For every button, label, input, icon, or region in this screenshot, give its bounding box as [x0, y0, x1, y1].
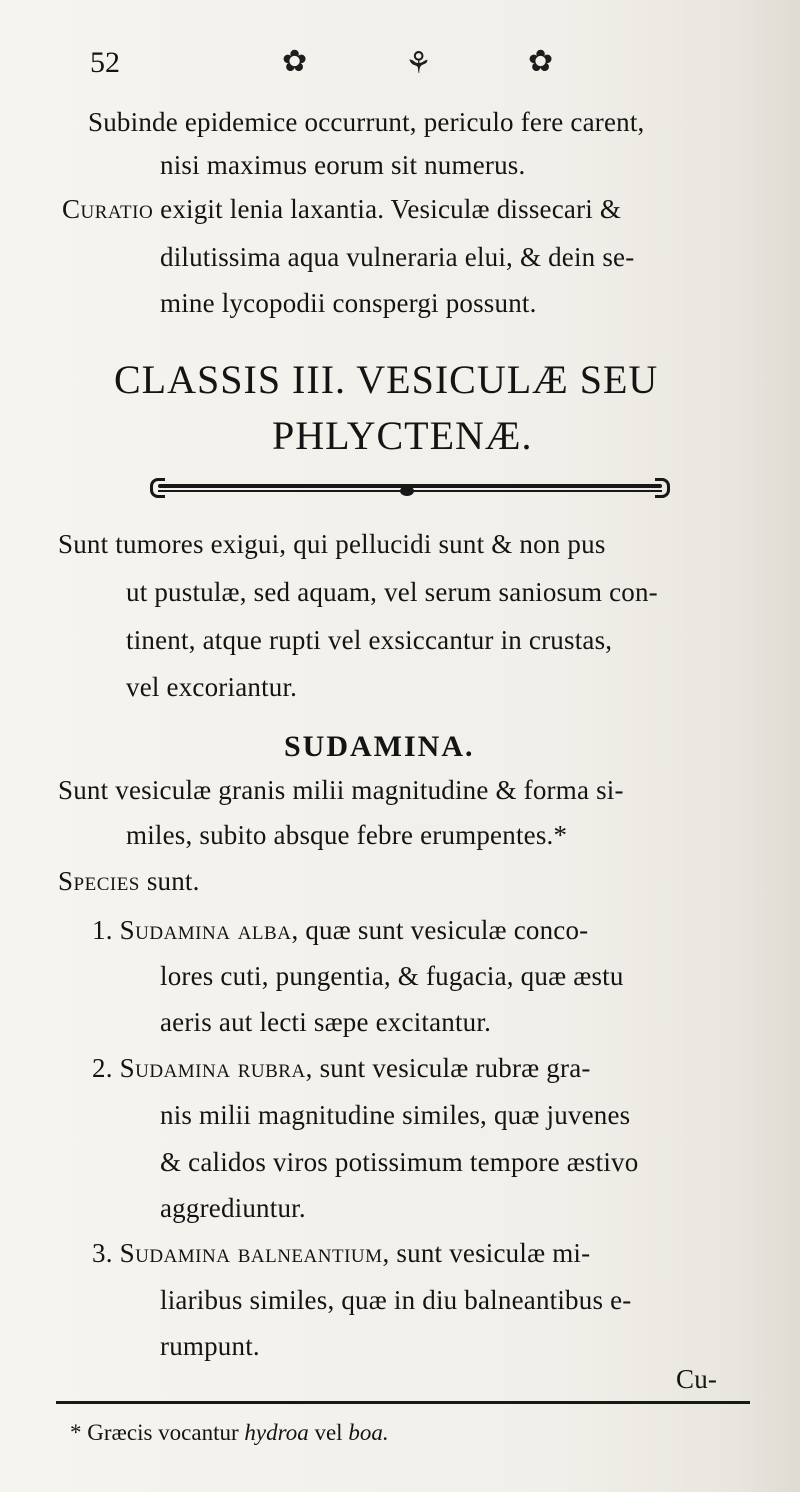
- text-line: ut pustulæ, sed aquam, vel serum saniosum con-: [126, 577, 658, 607]
- species-number: 3.: [92, 1238, 113, 1268]
- text-line: aggrediuntur.: [160, 1193, 306, 1223]
- text-line: nis milii magnitudine similes, quæ juvenes: [160, 1100, 631, 1130]
- text-line: exigit lenia laxantia. Vesiculæ dissecari &: [160, 194, 622, 224]
- ornament-right-icon: ✿: [528, 45, 554, 78]
- subsection-heading: SUDAMINA.: [284, 730, 475, 763]
- text-line: , sunt vesiculæ rubræ gra-: [305, 1053, 591, 1083]
- text-line: Sunt tumores exigui, qui pellucidi sunt & non pus: [58, 529, 606, 559]
- species-item: [92, 917, 588, 944]
- ornament-left-icon: ✿: [282, 45, 308, 78]
- ornament-center-icon: ⚘: [405, 47, 432, 80]
- species-text: sunt.: [146, 866, 200, 896]
- section-title-line: PHLYCTENÆ.: [272, 413, 533, 458]
- section-title-line: CLASSIS III. VESICULÆ SEU: [114, 357, 659, 402]
- species-name: Sudamina balneantium: [119, 1238, 383, 1268]
- catchword: Cu-: [676, 1364, 718, 1394]
- species-number: 1.: [92, 915, 113, 945]
- footnote-rule: [56, 1401, 750, 1404]
- footnote-marker: *: [70, 1420, 82, 1445]
- text-line: aeris aut lecti sæpe excitantur.: [160, 1007, 492, 1037]
- text-line: , sunt vesiculæ mi-: [382, 1238, 591, 1268]
- footnote-term: hydroa: [244, 1420, 309, 1445]
- text-line: & calidos viros potissimum tempore æstivo: [160, 1147, 639, 1177]
- species-name: Sudamina rubra: [119, 1053, 306, 1083]
- footnote-middle: vel: [314, 1420, 343, 1445]
- footnote: [70, 1420, 389, 1446]
- text-line: vel excoriantur.: [126, 672, 298, 702]
- decorative-rule: [150, 478, 670, 498]
- text-line: Sunt vesiculæ granis milii magnitudine & forma si-: [58, 775, 624, 805]
- footnote-prefix: Græcis vocantur: [87, 1420, 239, 1445]
- text-line: miles, subito absque febre erumpentes.*: [126, 820, 568, 850]
- species-number: 2.: [92, 1053, 113, 1083]
- species-item: [92, 1240, 590, 1267]
- text-line: tinent, atque rupti vel exsiccantur in crustas,: [126, 625, 613, 655]
- species-label: Species: [58, 866, 140, 896]
- text-line: lores cuti, pungentia, & fugacia, quæ æstu: [160, 961, 624, 991]
- page-number: 52: [90, 46, 120, 79]
- text-line: dilutissima aqua vulneraria elui, & dein se-: [160, 242, 635, 272]
- curatio-paragraph-first-line: [62, 196, 621, 223]
- species-name: Sudamina alba: [119, 915, 292, 945]
- curatio-label: Curatio: [62, 194, 154, 224]
- text-line: rumpunt.: [160, 1331, 260, 1361]
- species-intro: [58, 868, 200, 895]
- text-line: liaribus similes, quæ in diu balneantibus e-: [160, 1285, 632, 1315]
- text-line: , quæ sunt vesiculæ conco-: [291, 915, 589, 945]
- text-line: Subinde epidemice occurrunt, periculo fere carent,: [88, 107, 645, 137]
- text-line: nisi maximus eorum sit numerus.: [160, 150, 526, 180]
- footnote-term: boa.: [348, 1420, 389, 1445]
- species-item: [92, 1055, 591, 1082]
- text-line: mine lycopodii conspergi possunt.: [160, 288, 537, 318]
